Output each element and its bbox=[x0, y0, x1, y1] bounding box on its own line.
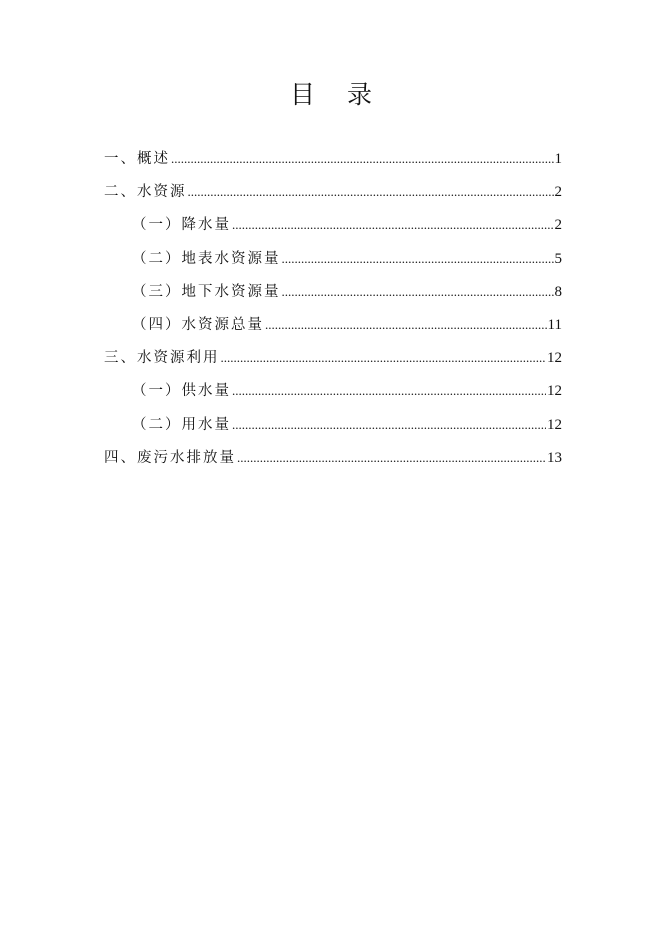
toc-entry-page: 11 bbox=[547, 316, 562, 333]
toc-entry-label: （二）用水量 bbox=[132, 416, 231, 433]
toc-entry-water-use[interactable] bbox=[104, 411, 562, 444]
toc-entry-page: 1 bbox=[554, 151, 562, 167]
toc-leader-dots bbox=[171, 145, 554, 173]
toc-leader-dots bbox=[237, 444, 546, 472]
toc-leader-dots bbox=[282, 245, 554, 273]
toc-entry-label: 四、废污水排放量 bbox=[104, 449, 236, 466]
toc-entry-label: （一）供水量 bbox=[132, 383, 231, 400]
toc-entry-page: 13 bbox=[547, 449, 562, 466]
toc-leader-dots bbox=[232, 377, 546, 405]
toc-entry-groundwater[interactable] bbox=[104, 278, 562, 311]
toc-entry-precipitation[interactable] bbox=[104, 211, 562, 244]
toc-entry-wastewater[interactable] bbox=[104, 444, 562, 477]
toc-entry-overview[interactable] bbox=[104, 145, 562, 178]
toc-entry-page: 2 bbox=[554, 184, 562, 201]
toc-entry-label: 三、水资源利用 bbox=[104, 350, 220, 367]
toc-entry-page: 12 bbox=[547, 416, 562, 433]
toc-leader-dots bbox=[188, 178, 554, 206]
toc-entry-label: 二、水资源 bbox=[104, 184, 187, 201]
toc-leader-dots bbox=[265, 311, 547, 339]
toc-leader-dots bbox=[232, 411, 546, 439]
toc-leader-dots bbox=[221, 344, 547, 372]
toc-entry-label: （三）地下水资源量 bbox=[132, 283, 281, 300]
toc-entry-label: （四）水资源总量 bbox=[132, 316, 264, 333]
toc-entry-label: （二）地表水资源量 bbox=[132, 250, 281, 267]
toc-entry-water-utilization[interactable] bbox=[104, 344, 562, 377]
toc-entry-page: 8 bbox=[554, 283, 562, 300]
toc-entry-label: 一、概述 bbox=[104, 151, 170, 167]
toc-entry-water-supply[interactable] bbox=[104, 377, 562, 410]
toc-entry-total-water[interactable] bbox=[104, 311, 562, 344]
toc-entry-surface-water[interactable] bbox=[104, 245, 562, 278]
toc-leader-dots bbox=[282, 278, 554, 306]
toc-entry-page: 12 bbox=[547, 350, 562, 367]
toc-list bbox=[104, 145, 562, 477]
toc-entry-label: （一）降水量 bbox=[132, 217, 231, 234]
toc-entry-page: 5 bbox=[554, 250, 562, 267]
toc-entry-page: 2 bbox=[554, 217, 562, 234]
toc-title: 目 录 bbox=[290, 80, 384, 109]
toc-entry-page: 12 bbox=[547, 383, 562, 400]
toc-entry-water-resources[interactable] bbox=[104, 178, 562, 211]
toc-leader-dots bbox=[232, 211, 554, 239]
